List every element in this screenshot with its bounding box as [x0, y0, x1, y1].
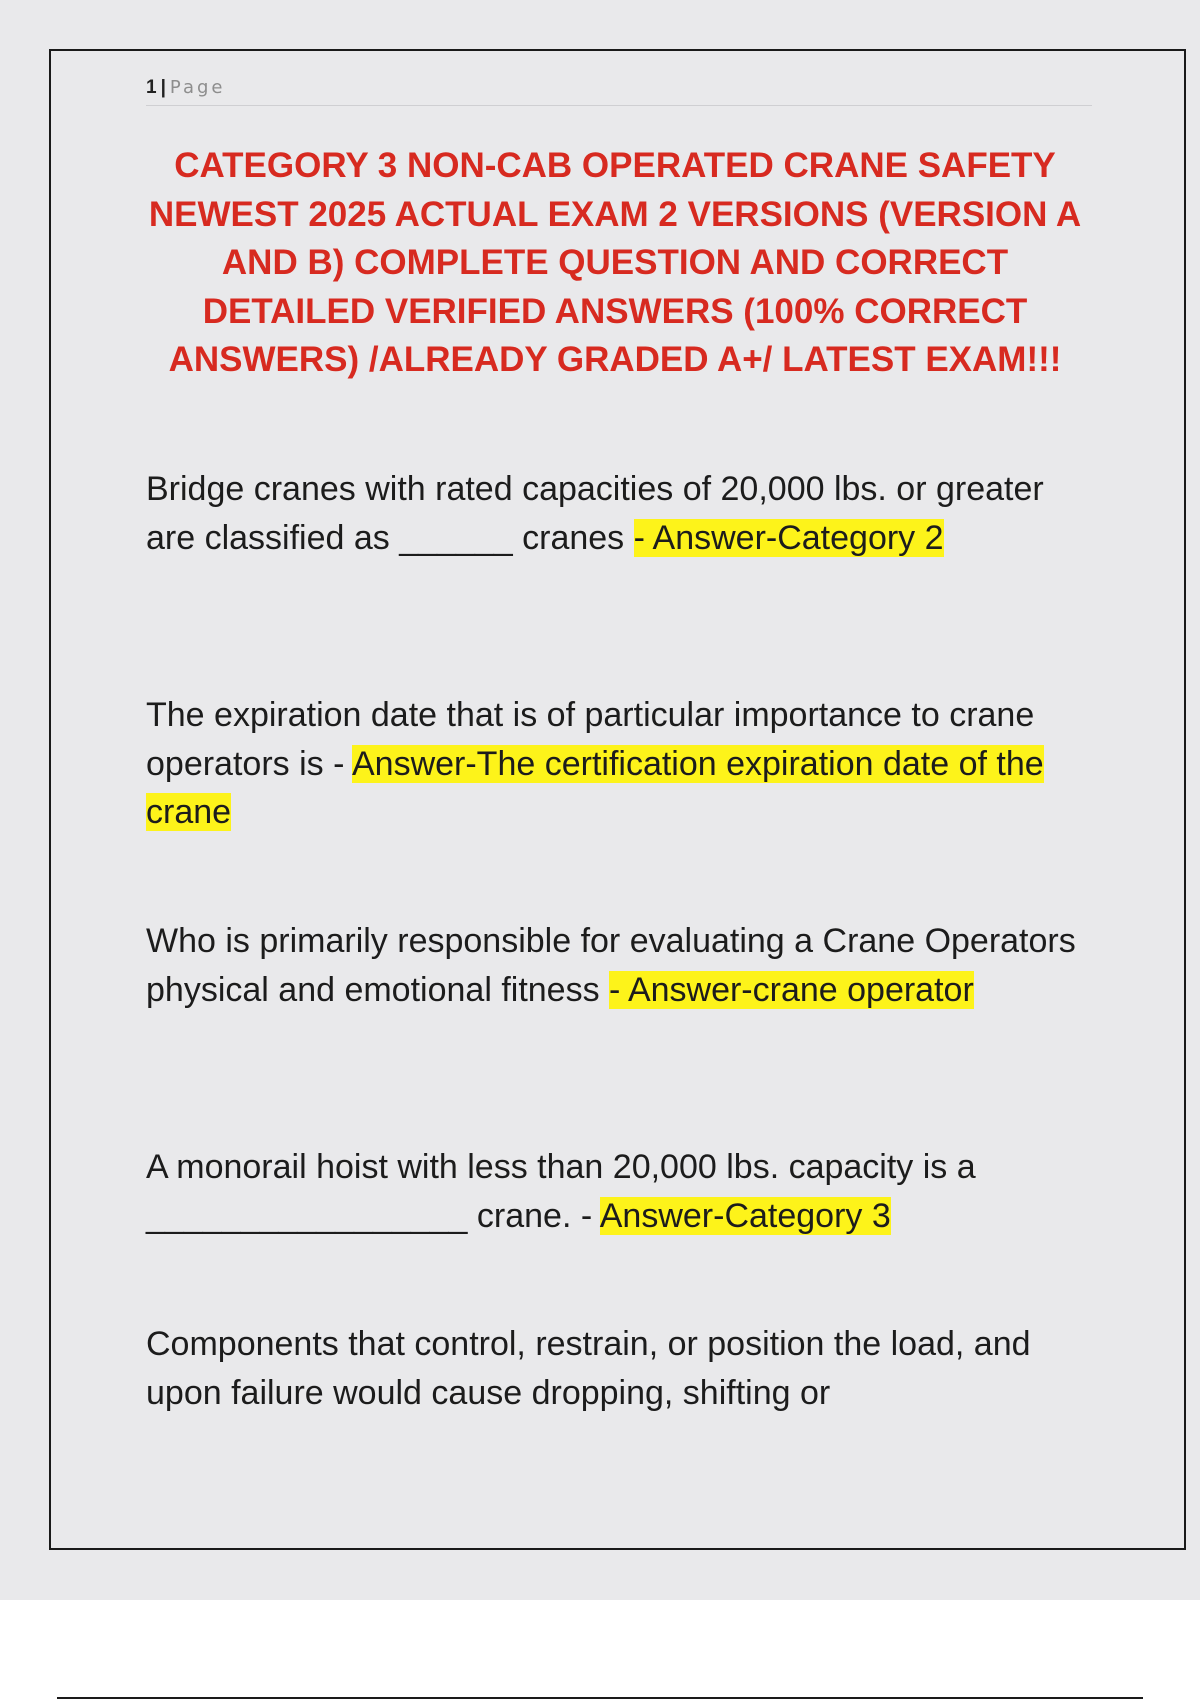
answer-highlight: Answer-The certification expiration date of the crane [146, 744, 1044, 831]
page-number: 1 [146, 77, 157, 98]
question-block [146, 691, 1096, 837]
answer-highlight: - Answer-Category 2 [633, 518, 944, 557]
page-label: Page [169, 77, 226, 98]
question-text: Components that control, restrain, or position the load, and upon failure would cause dropping, shifting or [146, 1325, 1031, 1412]
question-text: A monorail hoist with less than 20,000 lbs. capacity is a _________________ crane. - [146, 1148, 976, 1235]
question-block [146, 1320, 1096, 1417]
page-separator: | [160, 77, 166, 98]
footer-divider [57, 1697, 1143, 1699]
question-block [146, 465, 1096, 562]
question-text: Bridge cranes with rated capacities of 20,000 lbs. or greater are classified as ______ cranes [146, 470, 1044, 557]
document-title: CATEGORY 3 NON-CAB OPERATED CRANE SAFETY NEWEST 2025 ACTUAL EXAM 2 VERSIONS (VERSION A AND B) COMPLETE QUESTION AND CORRECT DETAILED VERIFIED ANSWERS (100% CORRECT ANSWERS) /ALREADY GRADED A+/ LATEST EXAM!!! [148, 146, 1082, 379]
page-header [146, 74, 1092, 106]
question-text: Who is primarily responsible for evaluating a Crane Operators physical and emotional fitness [146, 922, 1076, 1009]
question-text: The expiration date that is of particular importance to crane operators is - [146, 696, 1035, 783]
answer-highlight: Answer-Category 3 [599, 1196, 891, 1235]
question-block [146, 1143, 1096, 1240]
answer-highlight: - Answer-crane operator [609, 970, 974, 1009]
question-block [146, 917, 1096, 1014]
